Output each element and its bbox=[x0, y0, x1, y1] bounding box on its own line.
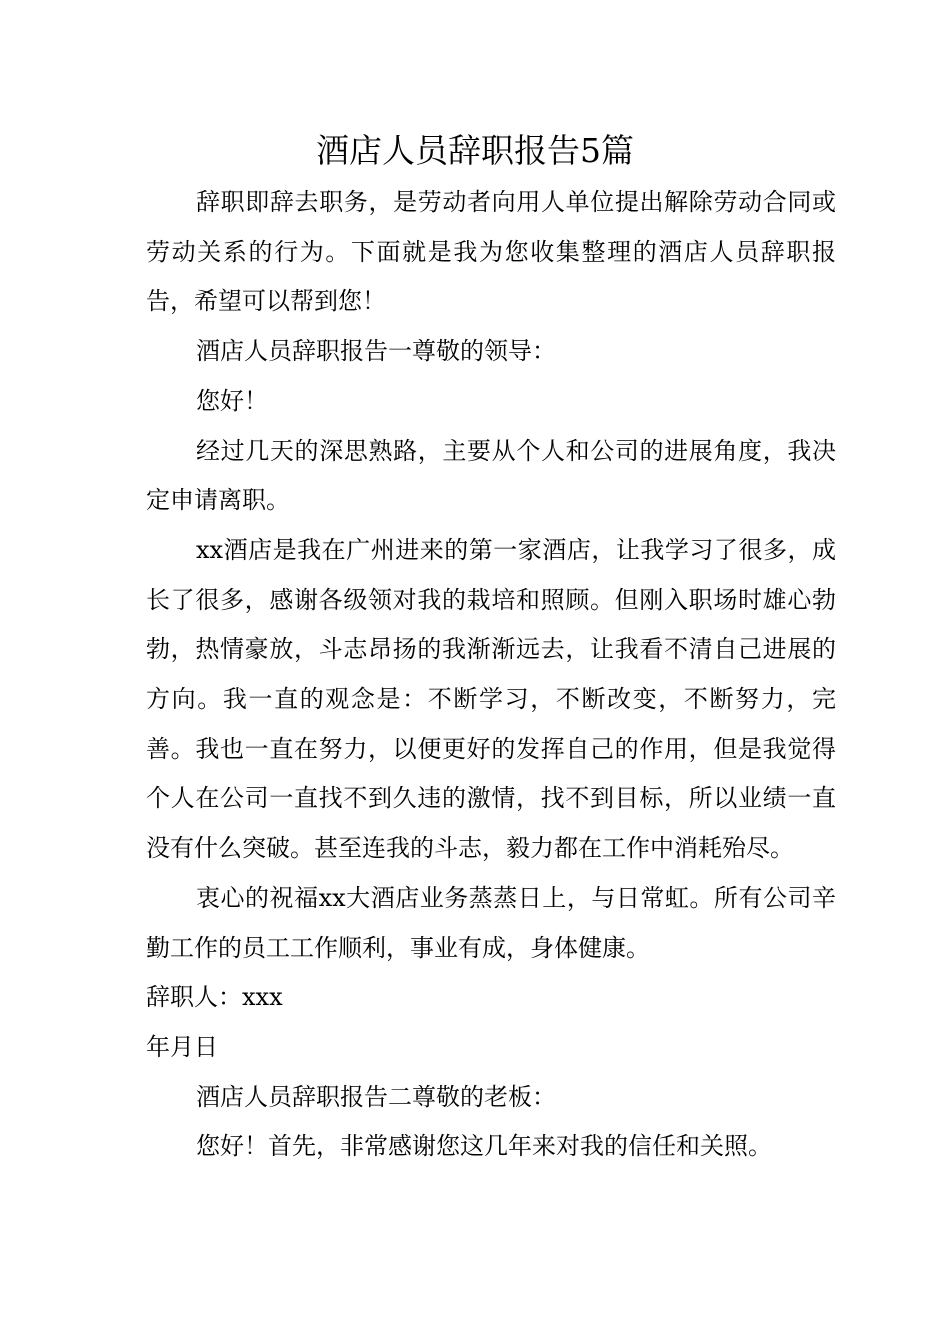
section-one-heading: 酒店人员辞职报告一尊敬的领导： bbox=[196, 337, 556, 366]
greeting: 您好！首先，非常感谢您这几年来对我的信任和关照。 bbox=[196, 1132, 772, 1161]
document-title: 酒店人员辞职报告5篇 bbox=[316, 131, 634, 170]
body-paragraph: 经过几天的深思熟路，主要从个人和公司的进展角度，我决定申请离职。 bbox=[146, 436, 836, 515]
closing-paragraph: 衷心的祝福xx大酒店业务蒸蒸日上，与日常虹。所有公司辛勤工作的员工工作顺利，事业有成，身体健康。 bbox=[146, 883, 836, 962]
intro-paragraph: 辞职即辞去职务，是劳动者向用人单位提出解除劳动合同或劳动关系的行为。下面就是我为您收集整理的酒店人员辞职报告，希望可以帮到您！ bbox=[146, 188, 836, 316]
date-line: 年月日 bbox=[146, 1032, 218, 1061]
section-two-heading: 酒店人员辞职报告二尊敬的老板： bbox=[196, 1082, 556, 1111]
greeting: 您好！ bbox=[196, 386, 268, 415]
document-body bbox=[146, 178, 836, 1172]
body-paragraph: xx酒店是我在广州进来的第一家酒店，让我学习了很多，成长了很多，感谢各级领对我的栽培和照顾。但刚入职场时雄心勃勃，热情豪放，斗志昂扬的我渐渐远去，让我看不清自己进展的方向。我一直的观念是：不断学习，不断改变，不断努力，完善。我也一直在努力，以便更好的发挥自己的作用，但是我觉得个人在公司一直找不到久违的激情，找不到目标，所以业绩一直没有什么突破。甚至连我的斗志，毅力都在工作中消耗殆尽。 bbox=[146, 535, 836, 863]
signature-line: 辞职人：xxx bbox=[146, 983, 283, 1012]
